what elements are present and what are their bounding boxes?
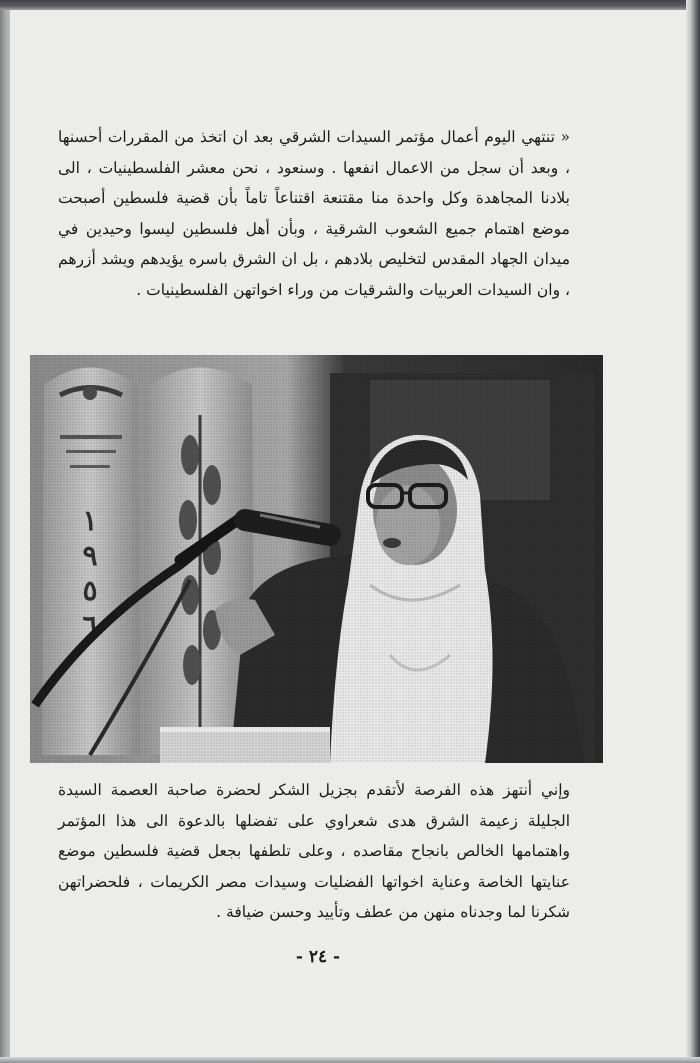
speaker-photograph — [30, 355, 603, 763]
scanner-top-edge — [0, 0, 700, 10]
scanner-right-edge — [686, 0, 700, 1063]
photo-illustration — [30, 355, 603, 763]
paragraph-bottom: وإني أنتهز هذه الفرصة لأتقدم بجزيل الشكر لحضرة صاحبة العصمة السيدة الجليلة زعيمة الشرق هدى شعراوي على تفضلها بالدعوة الى هذا المؤتمر واهتمامها الخالص بانجاح مقاصده ، وعلى تلطفها بجعل قضية فلسطين موضع عنايتها الخاصة وعناية اخواتها الفضليات وسيدات مصر الكريمات ، فلحضراتهن شكرنا لما وجدناه منهن من عطف وتأييد وحسن ضيافة . — [58, 781, 570, 921]
page-number: - ٢٤ - — [295, 947, 341, 967]
paragraph-top: « تنتهي اليوم أعمال مؤتمر السيدات الشرقي بعد ان اتخذ من المقررات أحسنها ، وبعد أن سجل من الاعمال انفعها . وسنعود ، نحن معشر الفلسطينيات ، الى بلادنا المجاهدة وكل واحدة منا مقتنعة اقتناعاً تاماً بأن قضية فلسطين أصبحت موضع اهتمام جميع الشعوب الشرقية ، وبأن أهل فلسطين ليسوا وحيدين في ميدان الجهاد المقدس لتخليص بلادهم ، بل ان الشرق باسره يؤيدهم ويشد أزرهم ، وان السيدات العربيات والشرقيات من وراء اخواتهن الفلسطينيات . — [58, 128, 570, 299]
scanner-bottom-edge — [0, 1057, 700, 1063]
book-page — [10, 10, 686, 1060]
